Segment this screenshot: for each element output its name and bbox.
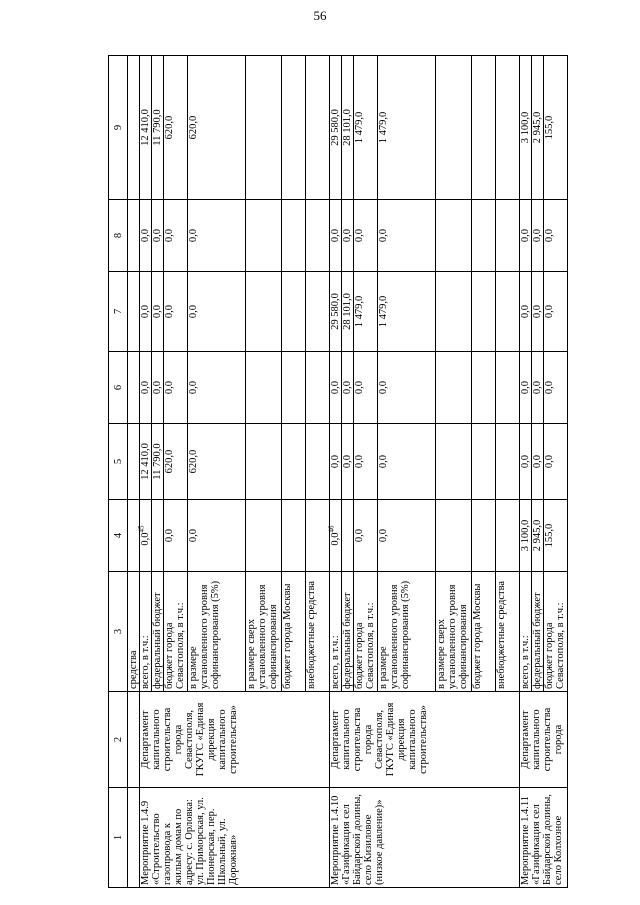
value-cell: 28 101,0 <box>342 272 354 352</box>
value-cell: 0,0 <box>520 352 532 424</box>
value-cell: 2 945,0 <box>532 500 544 572</box>
source-cell: федеральный бюджет <box>342 572 354 692</box>
value-cell: 0,0 <box>520 424 532 500</box>
value-cell: 3 100,0 <box>520 56 532 200</box>
value-cell: 0,0 <box>354 500 378 572</box>
source-cell: в размере сверх установленного уровня софинансирования <box>436 572 472 692</box>
value-cell: 0,0 <box>532 200 544 272</box>
source-cell: всего, в т.ч.: <box>520 572 532 692</box>
source-cell: бюджет города Севастополя, в т.ч.: <box>354 572 378 692</box>
header-col-7: 7 <box>109 272 128 352</box>
measure-name: Мероприятие 1.4.9 «Строительство газопровода к жилым домам по адресу: с. Орловка: ул. Приморская, ул. Пионерская, пер. Школьный, ул. Дорожная» <box>140 788 330 888</box>
value-cell: 0,0 <box>544 352 568 424</box>
value-cell: 0,0 <box>140 352 152 424</box>
footnote-ref: 46 <box>327 525 336 533</box>
value-cell: 0,0 <box>378 200 436 272</box>
value-cell: 29 580,0 <box>330 56 342 200</box>
budget-table-sheet <box>108 56 566 888</box>
source-cell: всего, в т.ч.: <box>330 572 342 692</box>
value-cell: 620,0 <box>188 56 246 200</box>
source-cell: бюджет города Москвы <box>282 572 306 692</box>
source-cell: внебюджетные средства <box>306 572 330 692</box>
source-cell: средства <box>128 572 140 692</box>
page-number: 56 <box>313 8 327 23</box>
table-row <box>330 56 342 888</box>
source-cell: всего, в т.ч.: <box>140 572 152 692</box>
value-cell: 0,0 <box>532 352 544 424</box>
source-cell: бюджет города Москвы <box>472 572 496 692</box>
source-cell: в размере сверх установленного уровня софинансирования <box>246 572 282 692</box>
table-row <box>140 56 152 888</box>
measure-name: Мероприятие 1.4.10 «Газификация сел Байдарской долины, село Кизиловое (низкое давление)» <box>330 788 520 888</box>
value-cell: 155,0 <box>544 500 568 572</box>
value-cell: 0,0 <box>152 272 164 352</box>
header-col-6: 6 <box>109 352 128 424</box>
value-cell: 0,0 <box>544 272 568 352</box>
value-cell: 620,0 <box>164 56 188 200</box>
value-cell: 29 580,0 <box>330 272 342 352</box>
header-col-1: 1 <box>109 788 128 888</box>
value-cell: 620,0 <box>164 424 188 500</box>
value-cell: 0,0 <box>188 272 246 352</box>
source-cell: внебюджетные средства <box>496 572 520 692</box>
value-cell: 0,0 <box>164 272 188 352</box>
value-cell: 0,0 <box>188 200 246 272</box>
value-cell: 11 790,0 <box>152 424 164 500</box>
footnote-ref: 45 <box>137 525 146 533</box>
value-cell: 0,0 <box>140 200 152 272</box>
value-cell: 12 410,0 <box>140 56 152 200</box>
value-cell: 0,0 <box>188 500 246 572</box>
executor-name: Департамент капитального строительства города Севастополя, ГКУГС «Единая дирекция капитального строительства» <box>140 692 330 788</box>
header-col-5: 5 <box>109 424 128 500</box>
value-cell: 0,0 <box>520 272 532 352</box>
value-cell: 0,0 <box>354 200 378 272</box>
source-cell: бюджет города Севастополя, в т.ч.: <box>164 572 188 692</box>
value-cell: 0,0 <box>378 352 436 424</box>
header-col-4: 4 <box>109 500 128 572</box>
header-col-2: 2 <box>109 692 128 788</box>
source-cell: федеральный бюджет <box>152 572 164 692</box>
value-cell: 11 790,0 <box>152 56 164 200</box>
value-cell: 0,0 <box>164 200 188 272</box>
value-cell: 0,0 <box>164 500 188 572</box>
executor-name: Департамент капитального строительства города Севастополя, ГКУГС «Единая дирекция капитального строительства» <box>330 692 520 788</box>
value-cell: 0,0 <box>342 200 354 272</box>
source-cell: бюджет города Севастополя, в т.ч.: <box>544 572 568 692</box>
value-cell: 0,0 <box>152 352 164 424</box>
value-cell: 0,0 <box>544 200 568 272</box>
value-cell: 1 479,0 <box>354 56 378 200</box>
value-cell: 1 479,0 <box>354 272 378 352</box>
value-cell: 0,0 <box>544 424 568 500</box>
value-cell: 0,0 <box>188 352 246 424</box>
value-cell: 2 945,0 <box>532 56 544 200</box>
value-cell: 0,0 <box>378 500 436 572</box>
value-cell: 0,0 <box>532 272 544 352</box>
source-cell: федеральный бюджет <box>532 572 544 692</box>
value-cell: 0,0 <box>520 200 532 272</box>
value-cell: 28 101,0 <box>342 56 354 200</box>
value-cell <box>152 500 164 572</box>
value-cell: 0,0 <box>330 424 342 500</box>
table-row <box>128 56 140 888</box>
value-cell: 155,0 <box>544 56 568 200</box>
header-col-8: 8 <box>109 200 128 272</box>
value-cell: 0,0 <box>354 352 378 424</box>
value-cell: 1 479,0 <box>378 56 436 200</box>
value-cell: 0,0 <box>164 352 188 424</box>
budget-table <box>108 55 568 888</box>
table-row <box>520 56 532 888</box>
value-cell: 1 479,0 <box>378 272 436 352</box>
value-cell: 0,0 <box>378 424 436 500</box>
value-cell: 3 100,0 <box>520 500 532 572</box>
header-col-3: 3 <box>109 572 128 692</box>
value-cell: 0,0 <box>152 200 164 272</box>
value-cell: 0,0 <box>330 352 342 424</box>
value-cell: 0,0 <box>342 424 354 500</box>
value-cell: 0,0 <box>140 272 152 352</box>
executor-name: Департамент капитального строительства города <box>520 692 568 788</box>
value-cell: 0,0 <box>342 352 354 424</box>
value-cell: $0,0^{45}$ <box>140 500 152 572</box>
value-cell: 0,0 <box>354 424 378 500</box>
value-cell: $0,0^{46}$ <box>330 500 342 572</box>
header-col-9: 9 <box>109 56 128 200</box>
source-cell: в размере установленного уровня софинансирования (5%) <box>188 572 246 692</box>
value-cell <box>342 500 354 572</box>
header-row <box>109 56 128 888</box>
measure-name: Мероприятие 1.4.11 «Газификация сел Байдарской долины, село Колхозное <box>520 788 568 888</box>
value-cell: 620,0 <box>188 424 246 500</box>
value-cell: 0,0 <box>330 200 342 272</box>
value-cell: 0,0 <box>532 424 544 500</box>
value-cell: 12 410,0 <box>140 424 152 500</box>
source-cell: в размере установленного уровня софинансирования (5%) <box>378 572 436 692</box>
